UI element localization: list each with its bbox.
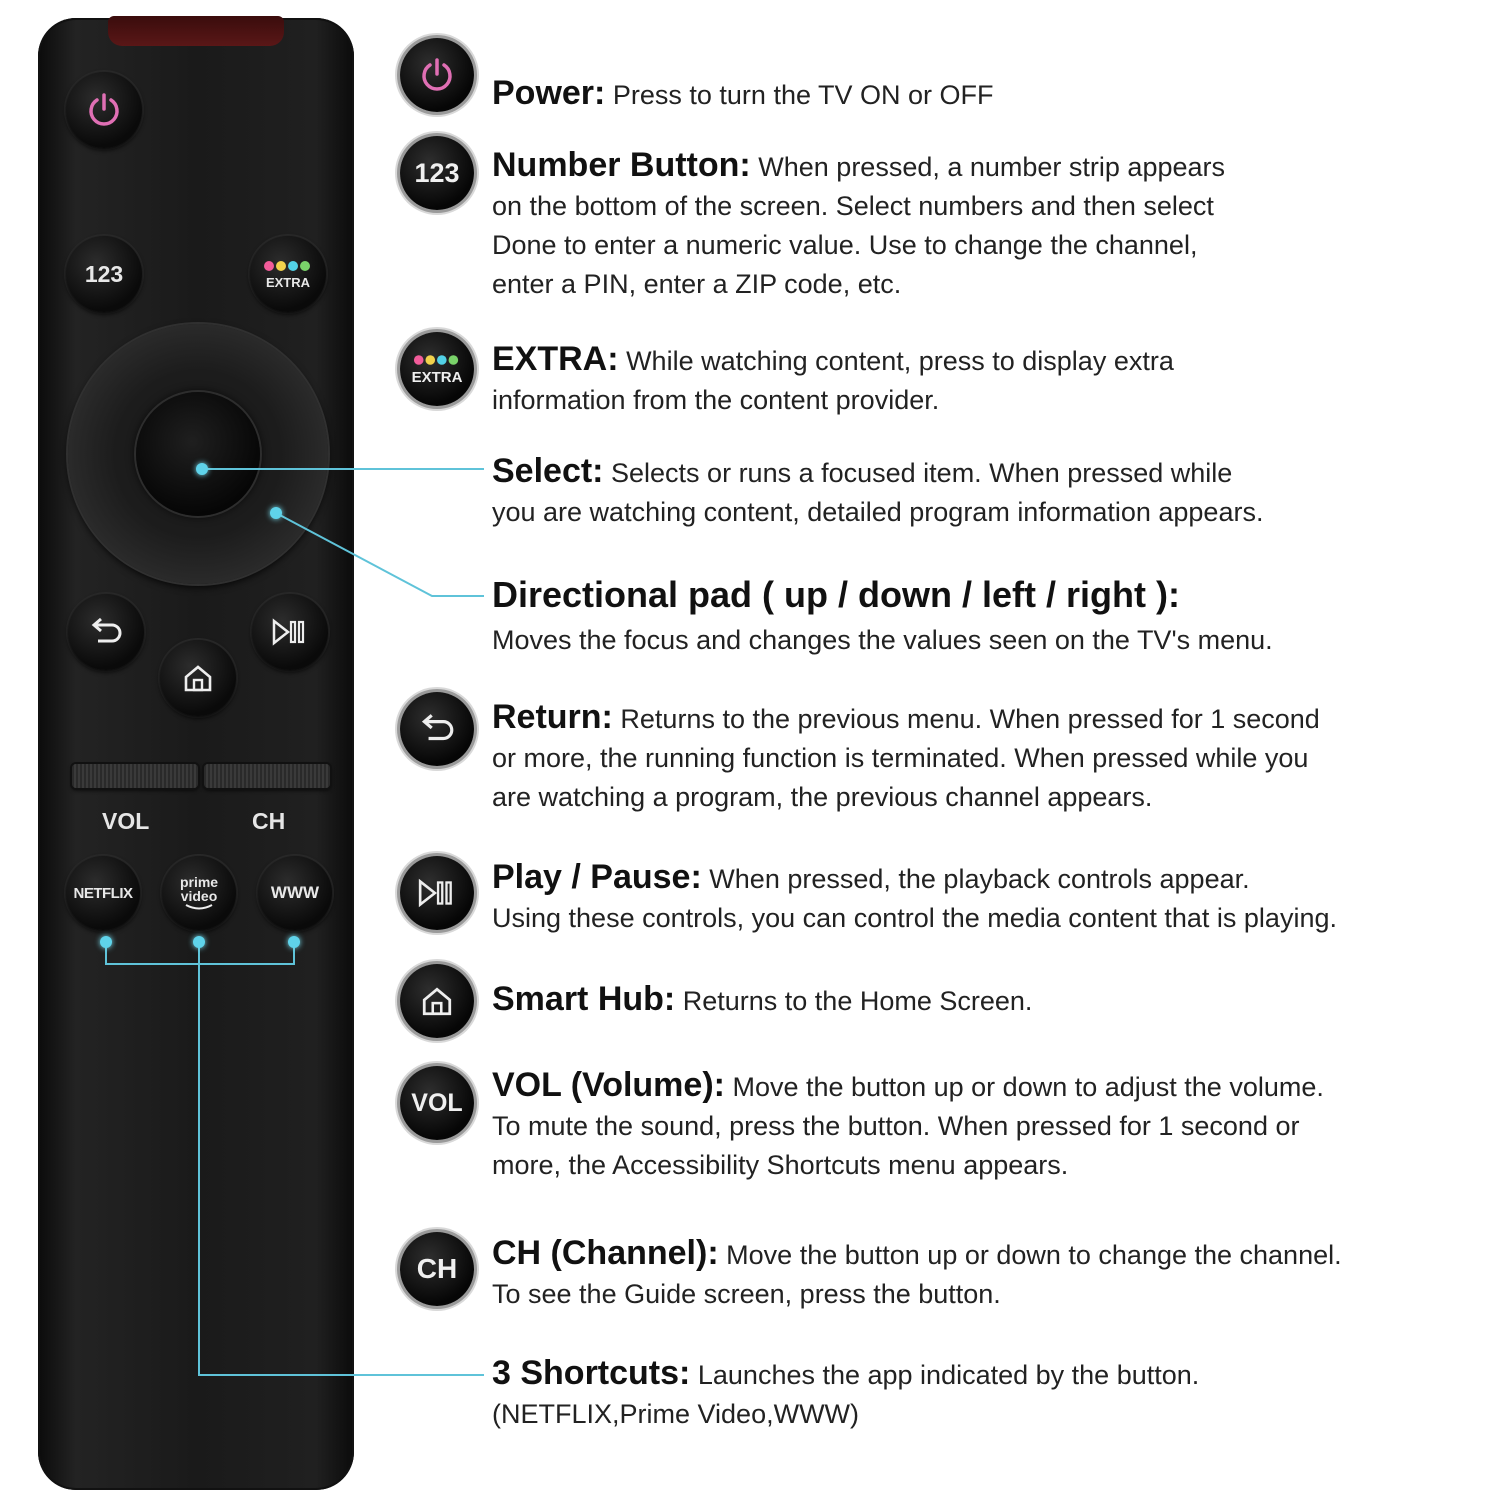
extra-description xyxy=(492,340,1492,420)
netflix-label: NETFLIX xyxy=(73,884,133,902)
item-desc: Move the button up or down to change the channel. xyxy=(726,1240,1342,1270)
number-button-label: 123 xyxy=(84,260,124,287)
extra-button-label: EXTRA xyxy=(265,274,311,290)
extra-icon-label: EXTRA xyxy=(411,368,463,386)
play-pause-description xyxy=(492,858,1492,938)
prime-label-bottom: video xyxy=(180,888,218,904)
item-title: Directional pad ( up / down / left / right ): xyxy=(492,574,1180,615)
dpad-pointer-dot xyxy=(270,507,282,519)
power-icon xyxy=(417,55,457,95)
item-desc-line: Using these controls, you can control the media content that is playing. xyxy=(492,903,1337,933)
item-desc-line: To see the Guide screen, press the button. xyxy=(492,1279,1001,1309)
item-title: Select: xyxy=(492,452,604,490)
item-desc-line: you are watching content, detailed program information appears. xyxy=(492,497,1264,527)
item-title: Smart Hub: xyxy=(492,980,676,1018)
item-desc-line: or more, the running function is terminated. When pressed while you xyxy=(492,743,1309,773)
item-desc: Returns to the Home Screen. xyxy=(682,986,1033,1016)
legend-ch-icon xyxy=(400,1232,474,1306)
item-desc-line: Moves the focus and changes the values seen on the TV's menu. xyxy=(492,625,1273,655)
legend-return-icon xyxy=(400,692,474,766)
item-desc-line: (NETFLIX,Prime Video,WWW) xyxy=(492,1399,860,1429)
item-desc: Launches the app indicated by the button. xyxy=(697,1360,1200,1390)
item-desc: Move the button up or down to adjust the volume. xyxy=(732,1072,1324,1102)
color-dots-icon xyxy=(412,353,462,367)
item-desc-line: To mute the sound, press the button. When pressed for 1 second or xyxy=(492,1111,1300,1141)
prime-label-top: prime xyxy=(179,874,219,890)
legend-play-pause-icon xyxy=(400,856,474,930)
vol-label: VOL xyxy=(102,808,150,834)
select-description xyxy=(492,452,1492,532)
ch-icon-label: CH xyxy=(416,1253,458,1284)
legend-number-icon xyxy=(400,136,474,210)
number-button-description xyxy=(492,146,1492,304)
www-pointer-dot xyxy=(288,936,300,948)
legend-vol-icon xyxy=(400,1066,474,1140)
item-title: 3 Shortcuts: xyxy=(492,1354,691,1392)
power-description xyxy=(492,74,1492,115)
volume-description xyxy=(492,1066,1492,1185)
shortcuts-description xyxy=(492,1354,1492,1434)
play-pause-icon xyxy=(417,878,457,908)
item-desc: While watching content, press to display extra xyxy=(626,346,1174,376)
netflix-pointer-dot xyxy=(100,936,112,948)
return-icon xyxy=(418,713,456,745)
item-title: Return: xyxy=(492,698,613,736)
channel-description xyxy=(492,1234,1492,1314)
select-pointer-dot xyxy=(196,463,208,475)
item-desc-line: more, the Accessibility Shortcuts menu appears. xyxy=(492,1150,1069,1180)
item-desc: When pressed, the playback controls appear. xyxy=(709,864,1250,894)
item-desc-line: information from the content provider. xyxy=(492,385,940,415)
legend-extra-icon xyxy=(400,332,474,406)
www-label: WWW xyxy=(270,883,320,902)
item-title: VOL (Volume): xyxy=(492,1066,725,1104)
directional-pad-description xyxy=(492,574,1492,661)
item-title: Power: xyxy=(492,74,606,112)
legend-power-icon xyxy=(400,38,474,112)
item-title: CH (Channel): xyxy=(492,1234,719,1272)
item-desc: Selects or runs a focused item. When pressed while xyxy=(611,458,1233,488)
item-desc-line: enter a PIN, enter a ZIP code, etc. xyxy=(492,269,902,299)
smart-hub-description xyxy=(492,980,1492,1021)
item-desc: When pressed, a number strip appears xyxy=(758,152,1226,182)
item-desc: Press to turn the TV ON or OFF xyxy=(612,80,994,110)
item-desc-line: Done to enter a numeric value. Use to change the channel, xyxy=(492,230,1198,260)
item-desc-line: on the bottom of the screen. Select numbers and then select xyxy=(492,191,1214,221)
item-title: EXTRA: xyxy=(492,340,619,378)
return-description xyxy=(492,698,1492,817)
item-title: Play / Pause: xyxy=(492,858,702,896)
prime-pointer-dot xyxy=(193,936,205,948)
legend-home-icon xyxy=(400,964,474,1038)
number-icon-label: 123 xyxy=(414,157,460,188)
vol-icon-label: VOL xyxy=(411,1088,463,1117)
home-icon xyxy=(420,985,454,1017)
item-title: Number Button: xyxy=(492,146,751,184)
ch-label: CH xyxy=(252,808,286,834)
item-desc-line: are watching a program, the previous channel appears. xyxy=(492,782,1153,812)
item-desc: Returns to the previous menu. When pressed for 1 second xyxy=(620,704,1320,734)
